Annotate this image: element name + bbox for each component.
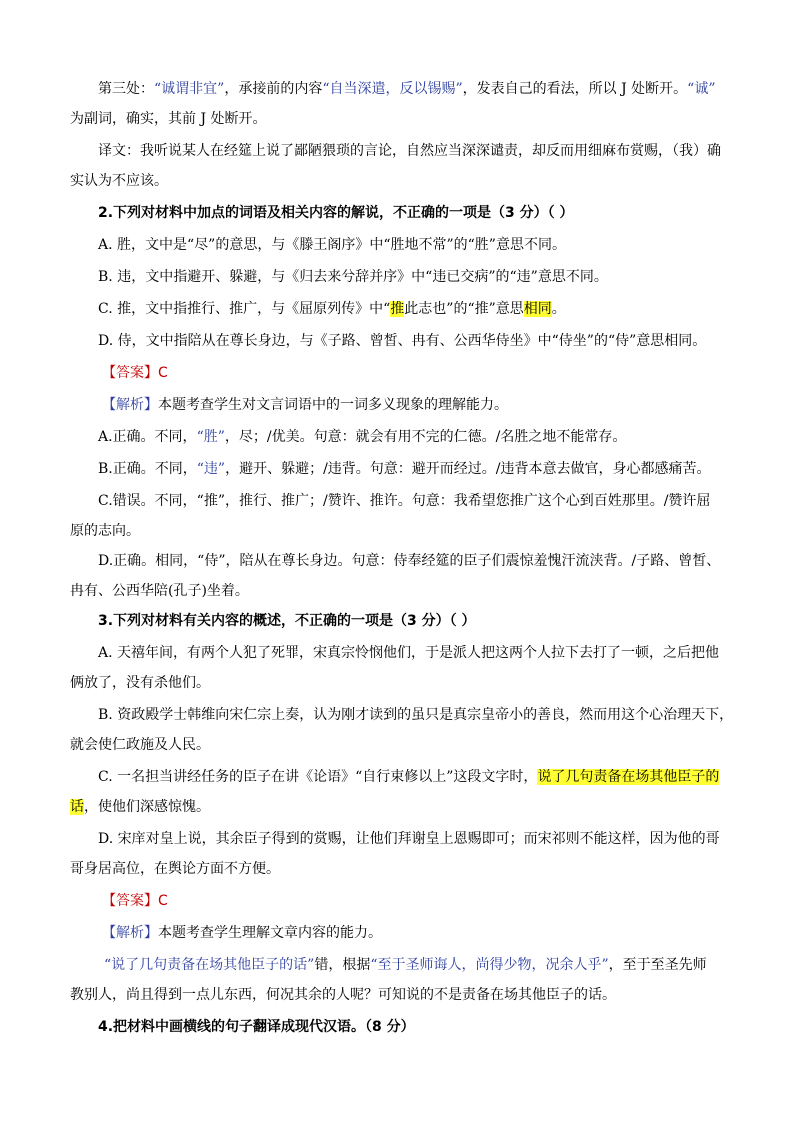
q3-option-b-cont: 就会使仁政施及人民。 [70,737,210,753]
question-3-stem: 3.下列对材料有关内容的概述，不正确的一项是（3 分）（ ） [98,613,476,629]
q3-analysis-detail-cont: 教别人，尚且得到一点儿东西，何况其余的人呢？可知说的不是责备在场其他臣子的话。 [70,987,616,1003]
q2-answer: 【答案】C [102,365,168,381]
q2-analysis-d: D.正确。相同，“侍”，陪从在尊长身边。句意：侍奉经筵的臣子们震惊羞愧汗流浃背。/子路、曾皙、 [98,553,721,569]
q2-analysis-c: C.错误。不同，“推”，推行、推广；/赞许、推许。句意：我希望您推广这个心到百姓那里。/赞许屈 [98,493,711,509]
q3-option-d: D. 宋庠对皇上说，其余臣子得到的赏赐，让他们拜谢皇上恩赐即可；而宋祁则不能这样，因为他的哥 [98,831,720,847]
q3-option-c-cont: 话，使他们深感惊愧。 [70,799,210,815]
q3-option-a-cont: 俩放了，没有杀他们。 [70,675,210,691]
q2-analysis-c-cont: 原的志向。 [70,523,140,539]
q2-option-a: A. 胜，文中是“尽”的意思，与《滕王阁序》中“胜地不常”的“胜”意思不同。 [98,237,566,253]
paragraph-line: 为副词，确实，其前 J 处断开。 [70,111,267,127]
q2-option-b: B. 违，文中指避开、躲避，与《归去来兮辞并序》中“违已交病”的“违”意思不同。 [98,269,608,285]
q3-option-a: A. 天禧年间，有两个人犯了死罪，宋真宗怜悯他们，于是派人把这两个人拉下去打了一顿，之后把他 [98,645,720,661]
paragraph-third-point: 第三处：“诚谓非宜”，承接前的内容“自当深遣，反以锡赐”，发表自己的看法，所以 J 处断开。“诚” [98,81,716,97]
q2-analysis: 【解析】本题考查学生对文言词语中的一词多义现象的理解能力。 [102,397,508,413]
q3-option-b: B. 资政殿学士韩维向宋仁宗上奏，认为刚才读到的虽只是真宗皇帝小的善良，然而用这个心治理天下， [98,707,734,723]
q2-analysis-b: B.正确。不同，“违”，避开、躲避；/违背。句意：避开而经过。/违背本意去做官，身心都感痛苦。 [98,461,711,477]
question-4-stem: 4.把材料中画横线的句子翻译成现代汉语。（8 分） [98,1019,415,1035]
translation-line: 译文：我听说某人在经筵上说了鄙陋猥琐的言论，自然应当深深谴责，却反而用细麻布赏赐，（我）确 [98,143,721,159]
q2-option-d: D. 侍，文中指陪从在尊长身边，与《子路、曾皙、冉有、公西华侍坐》中“侍坐”的“侍”意思相同。 [98,333,707,349]
q3-option-c: C. 一名担当讲经任务的臣子在讲《论语》“自行束修以上”这段文字时，说了几句责备在场其他臣子的 [98,769,720,785]
translation-line: 实认为不应该。 [70,173,168,189]
q2-analysis-a: A.正确。不同，“胜”，尽；/优美。句意：就会有用不完的仁德。/名胜之地不能常存。 [98,429,627,445]
q3-option-d-cont: 哥身居高位，在舆论方面不方便。 [70,861,280,877]
q3-answer: 【答案】C [102,893,168,909]
q2-option-c: C. 推，文中指推行、推广，与《屈原列传》中“推此志也”的“推”意思相同。 [98,301,566,317]
q2-analysis-d-cont: 冉有、公西华陪(孔子)坐着。 [70,583,249,599]
question-2-stem: 2.下列对材料中加点的词语及相关内容的解说，不正确的一项是（3 分）（ ） [98,205,574,221]
q3-analysis: 【解析】本题考查学生理解文章内容的能力。 [102,925,382,941]
q3-analysis-detail: “说了几句责备在场其他臣子的话”错，根据“至于圣师诲人，尚得少物，况余人乎”，至于至圣先师 [104,957,707,973]
